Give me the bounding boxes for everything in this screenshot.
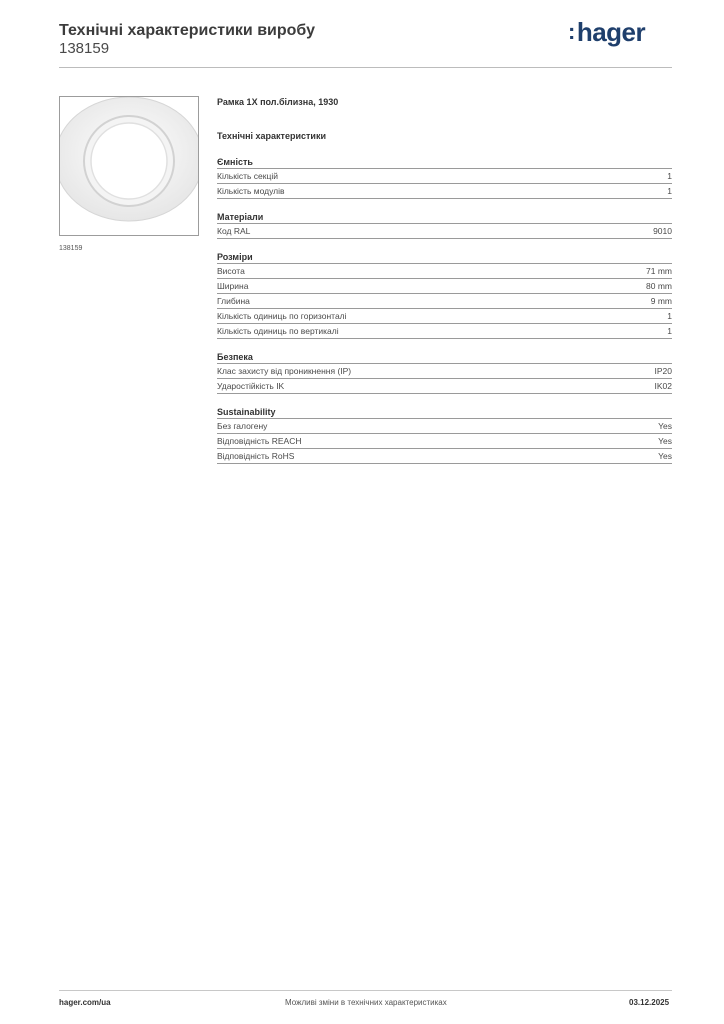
spec-label: Кількість одиниць по горизонталі (217, 311, 347, 321)
spec-label: Глибина (217, 296, 250, 306)
spec-value: Yes (658, 436, 672, 446)
spec-label: Кількість одиниць по вертикалі (217, 326, 339, 336)
spec-label: Відповідність REACH (217, 436, 302, 446)
spec-row (217, 449, 672, 464)
specs-heading: Технічні характеристики (217, 131, 326, 141)
footer-date: 03.12.2025 (629, 998, 670, 1007)
spec-row (217, 324, 672, 339)
spec-row (217, 364, 672, 379)
spec-value: Yes (658, 451, 672, 461)
spec-row (217, 279, 672, 294)
spec-row (217, 434, 672, 449)
spec-value: Yes (658, 421, 672, 431)
spec-label: Кількість модулів (217, 186, 285, 196)
spec-row (217, 379, 672, 394)
spec-label: Код RAL (217, 226, 251, 236)
group-title: Ємність (217, 156, 672, 169)
page-title: Технічні характеристики виробу (59, 22, 315, 39)
spec-value: 9010 (653, 226, 672, 236)
spec-group-capacity (217, 156, 672, 199)
group-title: Матеріали (217, 211, 672, 224)
spec-group-sustainability (217, 406, 672, 464)
spec-row (217, 309, 672, 324)
spec-label: Висота (217, 266, 245, 276)
spec-value: 1 (667, 171, 672, 181)
product-name: Рамка 1X пол.білизна, 1930 (217, 97, 339, 107)
group-title: Безпека (217, 351, 672, 364)
spec-label: Відповідність RoHS (217, 451, 295, 461)
spec-value: 1 (667, 311, 672, 321)
spec-row (217, 184, 672, 199)
spec-row (217, 264, 672, 279)
spec-value: IP20 (654, 366, 672, 376)
spec-value: IK02 (654, 381, 672, 391)
header-divider (59, 67, 672, 68)
spec-label: Ударостійкість IK (217, 381, 285, 391)
spec-group-materials (217, 211, 672, 239)
group-title: Sustainability (217, 406, 672, 419)
spec-label: Без галогену (217, 421, 268, 431)
spec-value: 80 mm (646, 281, 672, 291)
spec-label: Кількість секцій (217, 171, 278, 181)
logo-text: hager (576, 17, 646, 47)
image-caption: 138159 (59, 245, 83, 252)
footer-note: Можливі зміни в технічних характеристиках (285, 998, 447, 1007)
spec-row (217, 224, 672, 239)
product-image (59, 96, 199, 236)
spec-label: Клас захисту від проникнення (IP) (217, 366, 352, 376)
spec-value: 71 mm (646, 266, 672, 276)
spec-row (217, 419, 672, 434)
product-code: 138159 (59, 40, 110, 57)
spec-row (217, 169, 672, 184)
group-title: Розміри (217, 251, 672, 264)
footer-divider (59, 990, 672, 991)
spec-row (217, 294, 672, 309)
hager-logo: :hager (568, 17, 646, 47)
spec-value: 9 mm (650, 296, 672, 306)
frame-picture (60, 97, 198, 235)
footer-website-link[interactable]: hager.com/ua (59, 998, 111, 1007)
spec-value: 1 (667, 326, 672, 336)
spec-group-safety (217, 351, 672, 394)
spec-value: 1 (667, 186, 672, 196)
spec-label: Ширина (217, 281, 249, 291)
spec-group-dimensions (217, 251, 672, 339)
spec-sheet (217, 96, 672, 464)
